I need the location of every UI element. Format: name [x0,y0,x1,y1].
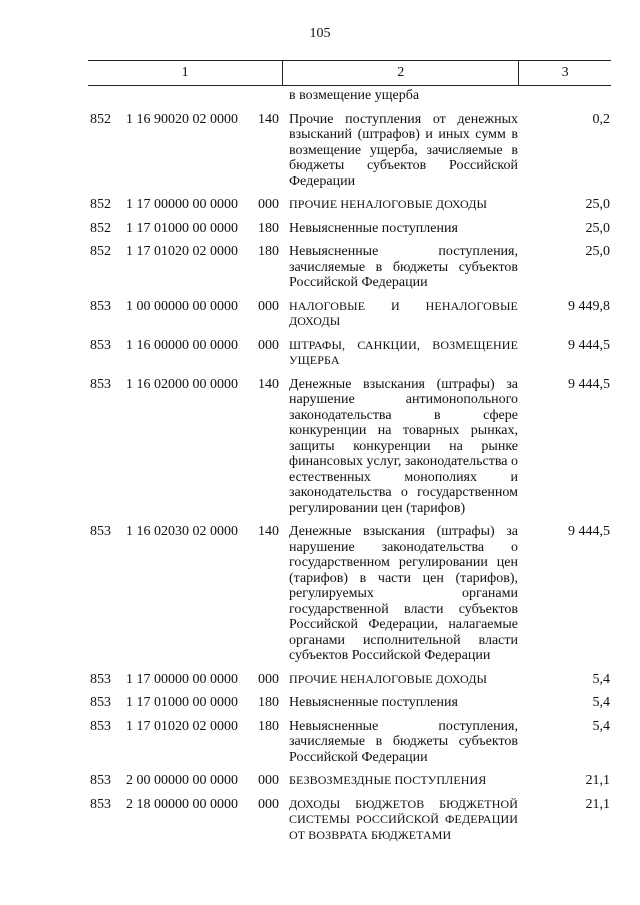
table-row [0,221,640,237]
admin-code: 852 [90,220,111,236]
amount-value: 5,4 [592,695,610,710]
column-header-1: 1 [181,65,189,80]
income-code: 1 17 01020 02 0000 [126,718,238,734]
income-code: 1 17 01000 00 0000 [126,220,238,236]
subtype-code: 000 [258,337,279,353]
column-header-3: 3 [518,61,611,85]
page-number: 105 [309,26,331,41]
table-row [0,672,640,688]
continuation-text: в возмещение ущерба [289,88,420,103]
amount-value: 25,0 [585,197,610,212]
income-code: 1 17 01020 02 0000 [126,244,238,259]
subtype-code: 000 [258,197,279,212]
admin-code: 852 [90,197,111,212]
amount-value: 21,1 [585,796,610,812]
income-code: 1 17 00000 00 0000 [126,671,238,687]
table-row [0,197,640,213]
admin-code: 853 [90,298,111,314]
continuation-row [0,88,640,104]
income-code: 1 16 02030 02 0000 [126,524,238,539]
table-row [0,524,640,664]
income-description: Невыясненные поступления [289,220,458,236]
amount-value: 25,0 [585,244,610,259]
subtype-code: 000 [258,796,279,812]
table-row [0,377,640,517]
table-row [0,797,640,844]
income-description: Невыясненные поступления, зачисляемые в бюджеты субъектов Российской Федерации [289,718,518,765]
table-row [0,719,640,766]
amount-value: 5,4 [592,718,610,734]
table-row [0,112,640,190]
subtype-code: 180 [258,718,279,734]
amount-value: 9 444,5 [568,376,610,392]
admin-code: 853 [90,718,111,734]
subtype-code: 180 [258,220,279,236]
income-code: 2 18 00000 00 0000 [126,796,238,812]
income-code: 1 17 01000 00 0000 [126,695,238,710]
income-code: 1 16 02000 00 0000 [126,376,238,392]
subtype-code: 140 [258,524,279,539]
income-description: ПРОЧИЕ НЕНАЛОГОВЫЕ ДОХОДЫ [289,197,488,211]
income-code: 1 17 00000 00 0000 [126,197,238,212]
admin-code: 853 [90,671,111,687]
amount-value: 0,2 [592,111,610,127]
subtype-code: 000 [258,671,279,687]
table-row [0,695,640,711]
column-header-2: 2 [282,61,518,85]
subtype-code: 140 [258,376,279,392]
budget-table-body [0,88,640,851]
income-description: Денежные взыскания (штрафы) за нарушение антимонопольного законодательства в сфере конкуренции на товарных рынках, защиты конкуренции на рынке финансовых услуг, законодательства о естественных монополиях и законодательства о государственном регулировании цен (тарифов) [289,376,518,516]
table-column-header [88,60,611,86]
admin-code: 853 [90,796,111,812]
income-code: 2 00 00000 00 0000 [126,773,238,788]
table-row [0,244,640,291]
subtype-code: 000 [258,773,279,788]
income-description: Денежные взыскания (штрафы) за нарушение законодательства о государственном регулировании цен (тарифов) в части цен (тарифов), регулируемых органами государственной власти субъектов Российской Федерации, налагаемые органами исполнительной власти субъектов Российской Федерации [289,524,518,663]
admin-code: 853 [90,773,111,788]
income-description: НАЛОГОВЫЕ И НЕНАЛОГОВЫЕ ДОХОДЫ [289,298,518,328]
admin-code: 853 [90,695,111,710]
table-row [0,299,640,330]
table-row [0,338,640,369]
amount-value: 9 444,5 [568,524,610,539]
income-description: Прочие поступления от денежных взысканий (штрафов) и иных сумм в возмещение ущерба, зачисляемые в бюджеты субъектов Российской Федерации [289,111,518,189]
admin-code: 853 [90,524,111,539]
income-description: ДОХОДЫ БЮДЖЕТОВ БЮДЖЕТНОЙ СИСТЕМЫ РОССИЙСКОЙ ФЕДЕРАЦИИ ОТ ВОЗВРАТА БЮДЖЕТАМИ [289,796,518,842]
income-description: ПРОЧИЕ НЕНАЛОГОВЫЕ ДОХОДЫ [289,671,488,686]
income-code: 1 00 00000 00 0000 [126,298,238,314]
subtype-code: 180 [258,695,279,710]
income-code: 1 16 90020 02 0000 [126,111,238,127]
admin-code: 852 [90,244,111,259]
subtype-code: 000 [258,298,279,314]
admin-code: 852 [90,111,111,127]
amount-value: 9 449,8 [568,298,610,314]
amount-value: 25,0 [585,220,610,236]
subtype-code: 180 [258,244,279,259]
income-description: Невыясненные поступления, зачисляемые в бюджеты субъектов Российской Федерации [289,244,518,290]
admin-code: 853 [90,376,111,392]
income-description: ШТРАФЫ, САНКЦИИ, ВОЗМЕЩЕНИЕ УЩЕРБА [289,337,518,367]
income-description: БЕЗВОЗМЕЗДНЫЕ ПОСТУПЛЕНИЯ [289,773,487,787]
subtype-code: 140 [258,111,279,127]
amount-value: 21,1 [585,773,610,788]
admin-code: 853 [90,337,111,353]
table-row [0,773,640,789]
amount-value: 5,4 [592,671,610,687]
income-description: Невыясненные поступления [289,695,458,710]
amount-value: 9 444,5 [568,337,610,353]
income-code: 1 16 00000 00 0000 [126,337,238,353]
